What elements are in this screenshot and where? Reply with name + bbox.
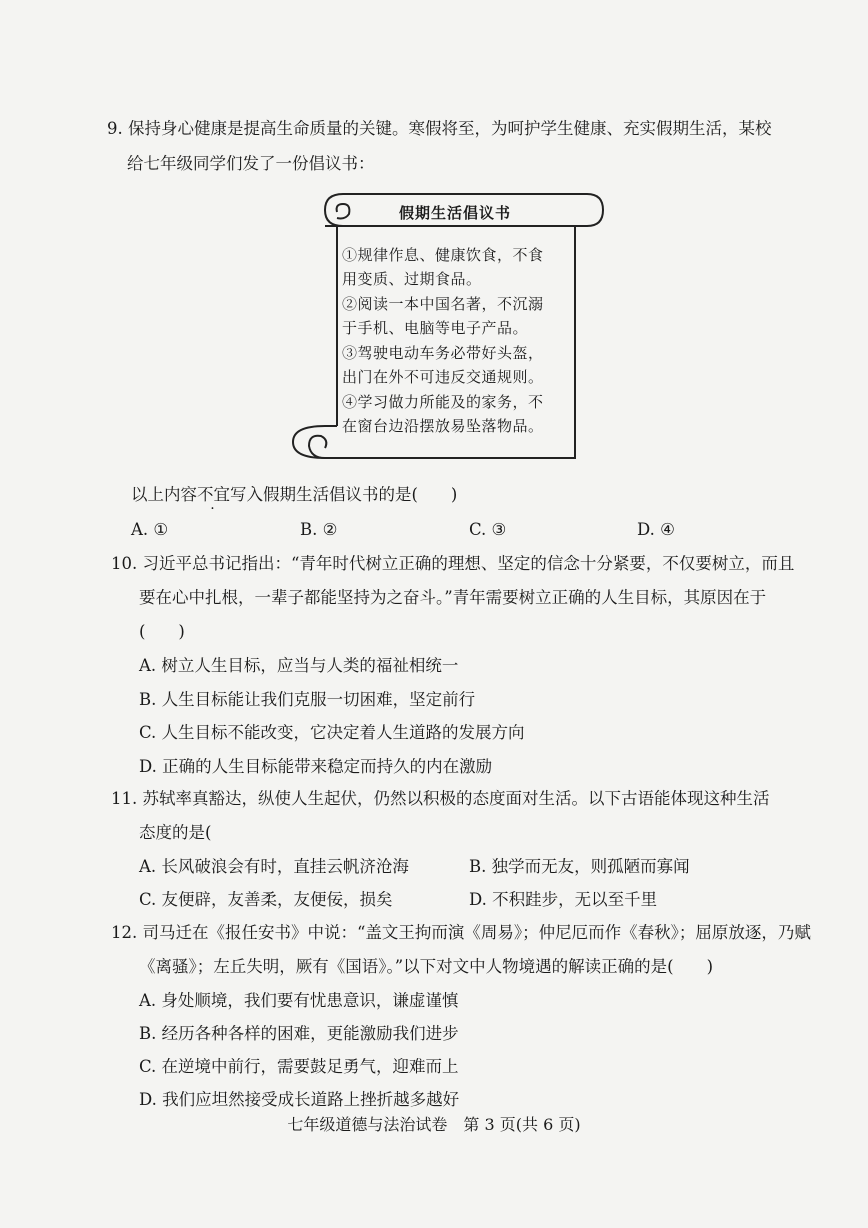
q9-option-a[interactable]: A. ① [131,520,169,539]
q9-stem-line2: 给七年级同学们发了一份倡议书： [127,154,375,173]
scroll-title: 假期生活倡议书 [398,204,511,222]
q11-option-b[interactable]: B. 独学而无友，则孤陋而寡闻 [469,857,690,876]
q12-option-c[interactable]: C. 在逆境中前行，需要鼓足勇气，迎难而上 [139,1057,459,1076]
q12-stem-line2: 《离骚》；左丘失明，厥有《国语》。”以下对文中人物境遇的解读正确的是( ) [139,957,714,976]
scroll-item: 用变质、过期食品。 [342,270,482,288]
q12-option-a[interactable]: A. 身处顺境，我们要有忧患意识，谦虚谨慎 [139,991,459,1010]
q11-stem-line2: 态度的是( [139,823,212,842]
scroll-item: ①规律作息、健康饮食，不食 [342,246,544,264]
scroll-item: ②阅读一本中国名著，不沉溺 [342,295,544,313]
scroll-item: ④学习做力所能及的家务，不 [342,393,544,411]
q10-option-d[interactable]: D. 正确的人生目标能带来稳定而持久的内在激励 [139,757,493,776]
q10-option-a[interactable]: A. 树立人生目标，应当与人类的福祉相统一 [139,656,459,675]
q10-answer-bracket: ( ) [139,622,185,641]
scroll-item: ③驾驶电动车务必带好头盔， [342,344,544,362]
q9-stem-part2: 写入假期生活倡议书的是( ) [230,485,458,504]
q10-stem-line1: 10. 习近平总书记指出：“青年时代树立正确的理想、坚定的信念十分紧要，不仅要树立，而且 [111,554,795,573]
scroll-item: 在窗台边沿摆放易坠落物品。 [342,417,544,435]
q12-option-b[interactable]: B. 经历各种各样的困难，更能激励我们进步 [139,1024,459,1043]
page-footer: 七年级道德与法治试卷 第 3 页(共 6 页) [287,1115,581,1134]
q9-stem-line1: 9. 保持身心健康是提高生命质量的关键。寒假将至，为呵护学生健康、充实假期生活，某校 [107,119,772,138]
q10-stem-line2: 要在心中扎根，一辈子都能坚持为之奋斗。”青年需要树立正确的人生目标，其原因在于 [139,588,767,607]
q12-stem-line1: 12. 司马迁在《报任安书》中说：“盖文王拘而演《周易》；仲尼厄而作《春秋》；屈原放逐，乃赋 [111,923,811,942]
q9-question-stem [131,484,457,506]
q9-emphasis: 不宜 [197,485,230,504]
q10-option-b[interactable]: B. 人生目标能让我们克服一切困难，坚定前行 [139,690,476,709]
q11-stem-line1: 11. 苏轼率真豁达，纵使人生起伏，仍然以积极的态度面对生活。以下古语能体现这种生活 [111,789,770,808]
q11-option-c[interactable]: C. 友便辟，友善柔，友便佞，损矣 [139,890,393,909]
q9-option-b[interactable]: B. ② [300,520,338,539]
q10-option-c[interactable]: C. 人生目标不能改变，它决定着人生道路的发展方向 [139,723,525,742]
q11-option-a[interactable]: A. 长风破浪会有时，直挂云帆济沧海 [139,857,409,876]
scroll-item: 于手机、电脑等电子产品。 [342,319,529,337]
q12-option-d[interactable]: D. 我们应坦然接受成长道路上挫折越多越好 [139,1090,460,1109]
scroll-item: 出门在外不可违反交通规则。 [342,368,544,386]
q9-option-d[interactable]: D. ④ [637,520,675,539]
q9-option-c[interactable]: C. ③ [469,520,507,539]
q11-option-d[interactable]: D. 不积跬步，无以至千里 [469,890,658,909]
q9-stem-part1: 以上内容 [131,485,197,504]
